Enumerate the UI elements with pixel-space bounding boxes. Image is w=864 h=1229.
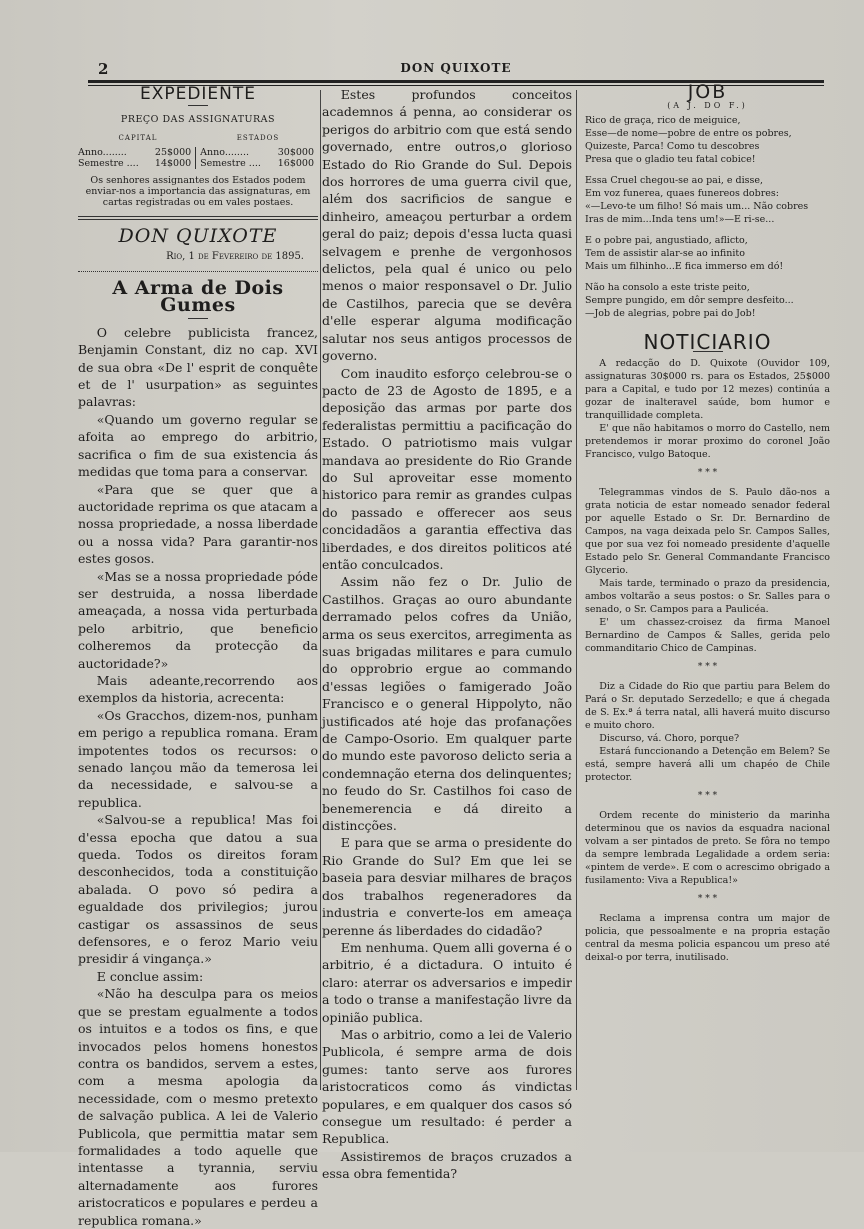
divider <box>188 105 208 106</box>
paragraph: «Não ha desculpa para os meios que se prestam egualmente a todos os intuitos e a todos os fins, e que invocados pelos homens honestos contra os bandidos, servem a estes, com a mesma apologia da necessidade, com o mesmo pretexto de salvação publica. A lei de Valerio Publicola, que permittia matar sem formalidades a todo aquelle que intentasse a tyrannia, serviu alternadamente aos furores aristocraticos e populares e perdeu a republica romana.» <box>78 986 318 1228</box>
price-columns <box>78 130 318 147</box>
column-2 <box>322 86 572 1183</box>
paragraph: Diz a Cidade do Rio que partiu para Belem do Pará o Sr. deputado Serzedello; e que á chegada de S. Ex.ª á terra natal, alli haverá muito discurso e muito choro. <box>585 681 830 731</box>
divider <box>78 271 318 272</box>
separator-stars: * * * <box>697 894 718 904</box>
column-1 <box>78 86 318 1229</box>
poem-line: «—Levo-te um filho! Só mais um... Não cobres <box>585 201 809 212</box>
paragraph: E' que não habitamos o morro do Castello, nem pretendemos ir morar proximo do coronel João Francisco, vulgo Batoque. <box>585 423 830 460</box>
paragraph: «Os Gracchos, dizem-nos, punham em perigo a republica romana. Eram impotentes todos os recursos: o senado lançou mão da temerosa lei da necessidade, e salvou-se a republica. <box>78 707 318 810</box>
poem-line: —Job de alegrias, pobre pai do Job! <box>585 308 756 319</box>
column-3 <box>585 81 830 964</box>
divider <box>78 216 318 220</box>
poem-line: Quizeste, Parca! Como tu descobres <box>585 141 760 152</box>
separator-stars: * * * <box>697 662 718 672</box>
paragraph: A redacção do D. Quixote (Ouvidor 109, assignaturas 30$000 rs. para os Estados, 25$000 para a Capital, e tudo por 12 mezes) continúa a gozar de inalteravel saúde, bom humor e tranquillidade completa. <box>585 358 830 421</box>
column-rule <box>320 90 321 1090</box>
paragraph: Em nenhuma. Quem alli governa é o arbitrio, é a dictadura. O intuito é claro: aterrar os adversarios e impedir a todo o transe a manifestação livre da opinião publica. <box>322 939 572 1025</box>
poem-line: Tem de assistir alar-se ao infinito <box>585 248 745 259</box>
article-title: A Arma de Dois Gumes <box>112 277 284 317</box>
page-number: 2 <box>98 60 109 78</box>
poem-line: Esse—de nome—pobre de entre os pobres, <box>585 128 792 139</box>
poem-line: Iras de mim...Inda tens um!»—E ri-se... <box>585 214 775 225</box>
divider <box>188 318 208 319</box>
paragraph: Assim não fez o Dr. Julio de Castilhos. Graças ao ouro abundante derramado pelos cofres da União, arma os seus exercitos, arregimenta as suas brigadas militares e para cumulo do opprobrio ergue ao commando d'essas legiões o famigerado João Francisco e o general Hippolyto, não justificados até hoje das profanações de Campo-Osorio. Em qualquer parte do mundo este pavoroso delicto seria a condemnação eterna dos delinquentes; no feudo do Sr. Castilhos foi caso de benemerencia e dá direito a distincções. <box>322 574 572 834</box>
paragraph: E conclue assim: <box>96 968 204 984</box>
paper-title: DON QUIXOTE <box>118 225 278 248</box>
paragraph: Reclama a imprensa contra um major de policia, que pessoalmente e na propria estação central da mesma policia espancou um preso até deixal-o por terra, inutilisado. <box>585 913 830 963</box>
poem-dedication: (A J. DO F.) <box>667 101 748 110</box>
poem-stanza <box>585 281 830 320</box>
price-estados: 30$000 <box>277 147 314 159</box>
paragraph: Mais adeante,recorrendo aos exemplos da historia, acrecenta: <box>78 672 318 706</box>
price-row <box>78 147 318 158</box>
row-label: Anno........ <box>78 147 127 159</box>
paragraph: Mais tarde, terminado o prazo da presidencia, ambos voltarão a seus postos: o Sr. Salles para o senado, o Sr. Campos para a Paulicéa. <box>585 578 830 615</box>
paragraph: «Salvou-se a republica! Mas foi d'essa epocha que datou a sua queda. Todos os direitos foram desconhecidos, toda a constituição abalada. O povo só pedira a egualdade dos privilegios; jurou castigar os assassinos de seus defensores, e o feroz Mario veiu presidir á vingança.» <box>78 812 318 967</box>
poem-line: Essa Cruel chegou-se ao pai, e disse, <box>585 175 764 186</box>
paragraph: Estará funccionando a Detenção em Belem? Se está, sempre haverá alli um chapéo de Chile protector. <box>585 746 830 783</box>
article-body-col1 <box>78 324 318 1229</box>
paragraph: E para que se arma o presidente do Rio Grande do Sul? Em que lei se baseia para desviar milhares de braços dos trabalhos regeneradores da industria e converte-los em ameaça perenne ás liberdades do cidadão? <box>322 835 572 938</box>
poem-stanza <box>585 114 830 166</box>
paragraph: Discurso, vá. Choro, porque? <box>599 733 740 744</box>
poem-stanza <box>585 174 830 226</box>
separator-stars: * * * <box>697 468 718 478</box>
expediente-title: EXPEDIENTE <box>139 84 257 104</box>
poem-line: Sempre pungido, em dôr sempre desfeito... <box>585 295 794 306</box>
poem-line: Mais um filhinho...E fica immerso em dó! <box>585 261 784 272</box>
paragraph: Estes profundos conceitos academnos á penna, ao considerar os perigos do arbitrio com que está sendo governado, entre outros,o glorioso Estado do Rio Grande do Sul. Depois dos horrores de uma guerra civil que, além dos sacrificios de sangue e dinheiro, ameaçou perturbar a ordem geral do paiz; depois d'essa lucta quasi selvagem e prenhe de vergonhosos delictos, pela qual é unico ou pelo menos o maior responsavel o Dr. Julio de Castilhos, parecia que se devêra d'elle esperar alguma modificação salutar nos seus antigos processos de governo. <box>322 87 572 364</box>
expediente-subtitle: PREÇO DAS ASSIGNATURAS <box>120 114 276 126</box>
price-capital: 25$000 <box>154 147 192 159</box>
paragraph: E' um chassez-croisez da firma Manoel Bernardino de Campos & Salles, gerida pelo commanditario Chico de Campinas. <box>585 617 830 654</box>
paragraph: Mas o arbitrio, como a lei de Valerio Publicola, é sempre arma de dois gumes: tanto serve aos furores aristocraticos como ás vindictas populares, e em qualquer dos casos só consegue um resultado: é perder a Republica. <box>322 1026 572 1147</box>
poem-line: Não ha consolo a este triste peito, <box>585 282 750 293</box>
article-body-col2 <box>322 86 572 1183</box>
news-body <box>585 357 830 964</box>
row-label: Anno........ <box>196 147 272 158</box>
paragraph: O celebre publicista francez, Benjamin Constant, diz no cap. XVI de sua obra «De l' esprit de conquête et de l' usurpation» as seguintes palavras: <box>78 324 318 410</box>
paragraph: Telegrammas vindos de S. Paulo dão-nos a grata noticia de estar nomeado senador federal por aquelle Estado o Sr. Dr. Bernardino de Campos, na vaga deixada pelo Sr. Campos Salles, que por sua vez foi nomeado presidente d'aquelle Estado pelo Sr. General Commandante Francisco Glycerio. <box>585 487 830 576</box>
paragraph: «Para que se quer que a auctoridade reprima os que atacam a nossa propriedade, a nossa liberdade ou a nossa vida? Para garantir-nos estes gosos. <box>78 481 318 567</box>
paragraph: «Quando um governo regular se afoita ao emprego do arbitrio, sacrifica o fim de sua existencia ás medidas que toma para a conservar. <box>78 411 318 480</box>
price-estados: 16$000 <box>277 158 314 170</box>
poem-line: E o pobre pai, angustiado, aflicto, <box>585 235 748 246</box>
col-estados: ESTADOS <box>236 133 280 142</box>
price-capital: 14$000 <box>154 158 192 170</box>
row-label: Semestre .... <box>78 158 139 170</box>
separator-stars: * * * <box>697 791 718 801</box>
poem-body <box>585 114 830 320</box>
column-rule <box>576 90 577 1090</box>
section-title: NOTICIARIO <box>643 330 772 354</box>
price-row <box>78 158 318 169</box>
poem-stanza <box>585 234 830 273</box>
paragraph: «Mas se a nossa propriedade póde ser destruida, a nossa liberdade ameaçada, a nossa vida perturbada pelo arbitrio, que beneficio colheremos da protecção da auctoridade?» <box>78 568 318 671</box>
paragraph: Ordem recente do ministerio da marinha determinou que os navios da esquadra nacional volvam a ser pintados de preto. Se fôra no tempo da sempre lembrada Legalidade a ordem seria: «pintem de verde». E com o acrescimo obrigado a fusilamento: Viva a Republica!» <box>585 810 830 886</box>
paragraph: Assistiremos de braços cruzados a essa obra fementida? <box>322 1148 572 1182</box>
poem-title: JOB <box>687 81 728 103</box>
poem-line: Rico de graça, rico de meiguice, <box>585 115 741 126</box>
row-label: Semestre .... <box>196 158 272 169</box>
dateline: Rio, 1 de Fevereiro de 1895. <box>166 250 304 262</box>
price-table <box>78 147 318 169</box>
poem-line: Em voz funerea, quaes funereos dobres: <box>585 188 779 199</box>
paragraph: Com inaudito esforço celebrou-se o pacto de 23 de Agosto de 1895, e a deposição das armas por parte dos federalistas permittiu a pacificação do Estado. O patriotismo mais vulgar mandava ao presidente do Rio Grande do Sul aproveitar esse momento historico para remir as grandes culpas do passado e offerecer aos seus concidadãos a garantia effectiva das liberdades, e dos direitos politicos até então conculcados. <box>322 365 572 572</box>
poem-line: Presa que o gladio teu fatal cobice! <box>585 154 756 165</box>
expediente-note: Os senhores assignantes dos Estados podem enviar-nos a importancia das assignaturas, em cartas registradas ou em vales postaes. <box>85 175 311 209</box>
col-capital: CAPITAL <box>118 133 158 142</box>
masthead: DON QUIXOTE <box>400 61 512 75</box>
